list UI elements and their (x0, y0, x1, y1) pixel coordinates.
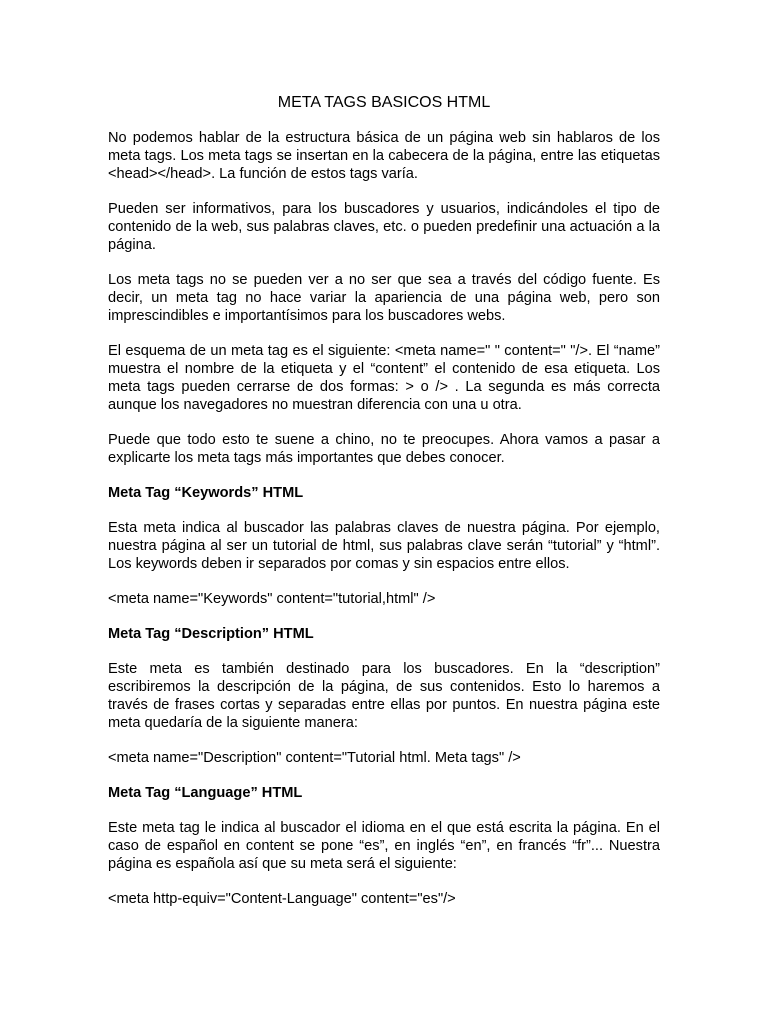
code-example: <meta http-equiv="Content-Language" content="es"/> (108, 891, 456, 907)
code-example: <meta name="Keywords" content="tutorial,html" /> (108, 591, 436, 607)
section-language (108, 784, 660, 908)
intro-paragraph-5: Puede que todo esto te suene a chino, no te preocupes. Ahora vamos a pasar a explicarte los meta tags más importantes que debes conocer. (108, 432, 660, 466)
code-example: <meta name="Description" content="Tutorial html. Meta tags" /> (108, 750, 521, 766)
section-description (108, 625, 660, 767)
intro-paragraph-1: No podemos hablar de la estructura básica de un página web sin hablaros de los meta tags. Los meta tags se insertan en la cabecera de la página, entre las etiquetas <head></head>. La función de estos tags varía. (108, 130, 660, 182)
section-text: Esta meta indica al buscador las palabras claves de nuestra página. Por ejemplo, nuestra página al ser un tutorial de html, sus palabras clave serán “tutorial” y “html”. Los keywords deben ir separados por comas y sin espacios entre ellos. (108, 520, 660, 572)
section-heading: Meta Tag “Keywords” HTML (108, 485, 304, 501)
section-text: Este meta tag le indica al buscador el idioma en el que está escrita la página. En el caso de español en content se pone “es”, en inglés “en”, en francés “fr”... Nuestra página es española así que su meta será el siguiente: (108, 820, 660, 872)
document-page (108, 93, 660, 925)
intro-paragraph-3: Los meta tags no se pueden ver a no ser que sea a través del código fuente. Es decir, un meta tag no hace variar la apariencia de una página web, pero son imprescindibles e importantísimos para los buscadores webs. (108, 272, 660, 324)
section-heading: Meta Tag “Description” HTML (108, 626, 314, 642)
document-title: META TAGS BASICOS HTML (277, 94, 491, 111)
section-text: Este meta es también destinado para los buscadores. En la “description” escribiremos la descripción de la página, de sus contenidos. Esto lo haremos a través de frases cortas y separadas entre ellas por puntos. En nuestra página este meta quedaría de la siguiente manera: (108, 661, 660, 731)
section-keywords (108, 484, 660, 608)
intro-paragraph-2: Pueden ser informativos, para los buscadores y usuarios, indicándoles el tipo de contenido de la web, sus palabras claves, etc. o pueden predefinir una actuación a la página. (108, 201, 660, 253)
intro-paragraph-4: El esquema de un meta tag es el siguiente: <meta name=" " content=" "/>. El “name” muestra el nombre de la etiqueta y el “content” el contenido de esa etiqueta. Los meta tags pueden cerrarse de dos formas: > o /> . La segunda es más correcta aunque los navegadores no muestran diferencia con una u otra. (108, 343, 660, 413)
section-heading: Meta Tag “Language” HTML (108, 785, 303, 801)
